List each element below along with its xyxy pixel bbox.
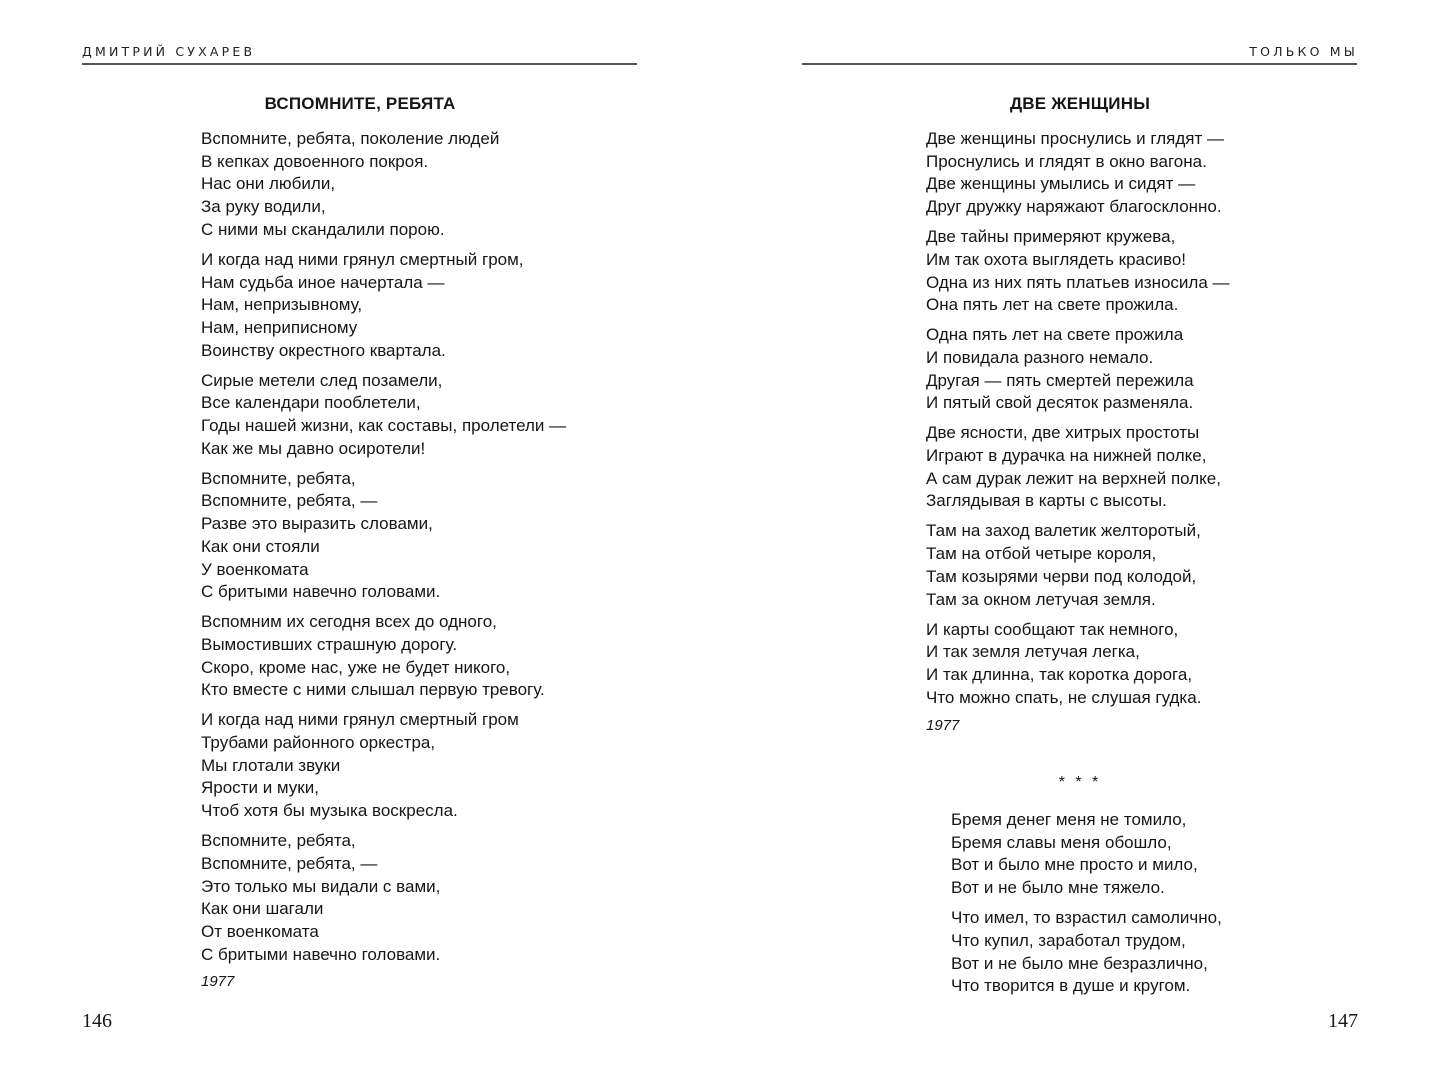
verse-line: Как они шагали: [201, 899, 324, 919]
verse-line: Что можно спать, не слушая гудка.: [926, 687, 1202, 707]
stanza: [201, 709, 566, 823]
left-running-head: ДМИТРИЙ СУХАРЕВ: [82, 44, 256, 59]
verse-line: И пятый свой десяток разменяла.: [926, 393, 1194, 413]
verse-line: Бремя славы меня обошло,: [951, 832, 1172, 852]
verse-line: Разве это выразить словами,: [201, 514, 433, 534]
verse-line: Друг дружку наряжают благосклонно.: [926, 197, 1222, 217]
verse-line: Нам судьба иное начертала —: [201, 272, 445, 292]
verse-line: Бремя денег меня не томило,: [951, 810, 1187, 829]
stanza: [201, 611, 566, 702]
verse-line: Две тайны примеряют кружева,: [926, 227, 1176, 247]
verse-line: И карты сообщают так немного,: [926, 619, 1179, 639]
right-poem2-body: [951, 809, 1222, 998]
stanza: [926, 422, 1230, 513]
stanza: [951, 809, 1222, 900]
verse-line: Вспомните, ребята, поколение людей: [201, 129, 500, 148]
verse-line: Вспомните, ребята, —: [201, 491, 378, 511]
right-page-number: 147: [1328, 1010, 1358, 1032]
verse-line: Играют в дурачка на нижней полке,: [926, 446, 1207, 466]
verse-line: Там на отбой четыре короля,: [926, 544, 1157, 564]
stanza: [951, 907, 1222, 998]
verse-line: Трубами районного оркестра,: [201, 733, 436, 753]
verse-line: Там за окном летучая земля.: [926, 589, 1156, 609]
left-poem-title: ВСПОМНИТЕ, РЕБЯТА: [264, 94, 456, 113]
right-running-head: ТОЛЬКО МЫ: [1249, 44, 1358, 59]
verse-line: Две женщины умылись и сидят —: [926, 174, 1196, 194]
verse-line: Все календари пооблетели,: [201, 393, 421, 413]
verse-line: И когда над ними грянул смертный гром: [201, 710, 519, 730]
stanza: [926, 520, 1230, 611]
verse-line: Она пять лет на свете прожила.: [926, 295, 1179, 315]
verse-line: Нам, непризывному,: [201, 295, 363, 315]
stanza: [201, 830, 566, 966]
verse-line: Заглядывая в карты с высоты.: [926, 491, 1167, 511]
verse-line: Что творится в душе и кругом.: [951, 976, 1191, 996]
verse-line: Им так охота выглядеть красиво!: [926, 249, 1187, 269]
stanza: [201, 468, 566, 604]
right-poem-title: ДВЕ ЖЕНЩИНЫ: [1009, 94, 1151, 113]
stanza: [201, 128, 566, 242]
verse-line: Кто вместе с ними слышал первую тревогу.: [201, 680, 545, 700]
verse-line: У военкомата: [201, 559, 309, 579]
verse-line: Вот и было мне просто и мило,: [951, 855, 1198, 875]
verse-line: Вот и не было мне безразлично,: [951, 953, 1208, 973]
verse-line: Чтоб хотя бы музыка воскресла.: [201, 801, 458, 821]
verse-line: Там козырями черви под колодой,: [926, 566, 1197, 586]
verse-line: Это только мы видали с вами,: [201, 876, 441, 896]
verse-line: Как же мы давно осиротели!: [201, 438, 426, 458]
section-separator: * * *: [1058, 774, 1102, 791]
verse-line: Другая — пять смертей пережила: [926, 370, 1194, 390]
left-poem-body: [201, 128, 566, 966]
stanza: [926, 619, 1230, 710]
verse-line: Одна пять лет на свете прожила: [926, 325, 1184, 345]
verse-line: И так земля летучая легка,: [926, 642, 1140, 662]
verse-line: Как они стояли: [201, 536, 320, 556]
verse-line: От военкомата: [201, 921, 319, 941]
verse-line: И когда над ними грянул смертный гром,: [201, 249, 524, 269]
verse-line: Проснулись и глядят в окно вагона.: [926, 151, 1207, 171]
left-poem-year: 1977: [201, 973, 235, 990]
verse-line: С ними мы скандалили порою.: [201, 219, 445, 239]
verse-line: Мы глотали звуки: [201, 755, 341, 775]
verse-line: Сирые метели след позамели,: [201, 370, 443, 390]
verse-line: И так длинна, так коротка дорога,: [926, 664, 1193, 684]
left-page-number: 146: [82, 1010, 112, 1032]
verse-line: С бритыми навечно головами.: [201, 582, 441, 602]
verse-line: Ярости и муки,: [201, 778, 319, 798]
verse-line: Вспомните, ребята,: [201, 468, 356, 488]
stanza: [201, 249, 566, 363]
stanza: [926, 324, 1230, 415]
verse-line: И повидала разного немало.: [926, 347, 1154, 367]
verse-line: За руку водили,: [201, 197, 326, 217]
verse-line: С бритыми навечно головами.: [201, 944, 441, 964]
stanza: [201, 370, 566, 461]
verse-line: Что имел, то взрастил самолично,: [951, 908, 1222, 928]
stanza: [926, 128, 1230, 219]
verse-line: Вспомните, ребята, —: [201, 853, 378, 873]
verse-line: Нам, неприписному: [201, 317, 358, 337]
verse-line: Две женщины проснулись и глядят —: [926, 129, 1224, 148]
verse-line: Две ясности, две хитрых простоты: [926, 423, 1200, 443]
verse-line: Вот и не было мне тяжело.: [951, 878, 1165, 898]
right-poem-year: 1977: [926, 717, 960, 734]
right-header-rule: [802, 63, 1357, 65]
stanza: [926, 226, 1230, 317]
verse-line: Годы нашей жизни, как составы, пролетели —: [201, 416, 567, 436]
verse-line: Что купил, заработал трудом,: [951, 930, 1186, 950]
verse-line: Воинству окрестного квартала.: [201, 340, 446, 360]
verse-line: В кепках довоенного покроя.: [201, 151, 429, 171]
verse-line: Вспомним их сегодня всех до одного,: [201, 612, 497, 632]
verse-line: Нас они любили,: [201, 174, 336, 194]
verse-line: Скоро, кроме нас, уже не будет никого,: [201, 657, 511, 677]
verse-line: Одна из них пять платьев износила —: [926, 272, 1230, 292]
right-poem-body: [926, 128, 1230, 709]
verse-line: Вспомните, ребята,: [201, 831, 356, 851]
verse-line: Там на заход валетик желторотый,: [926, 521, 1201, 541]
verse-line: А сам дурак лежит на верхней полке,: [926, 468, 1221, 488]
left-header-rule: [82, 63, 637, 65]
verse-line: Вымостивших страшную дорогу.: [201, 634, 458, 654]
